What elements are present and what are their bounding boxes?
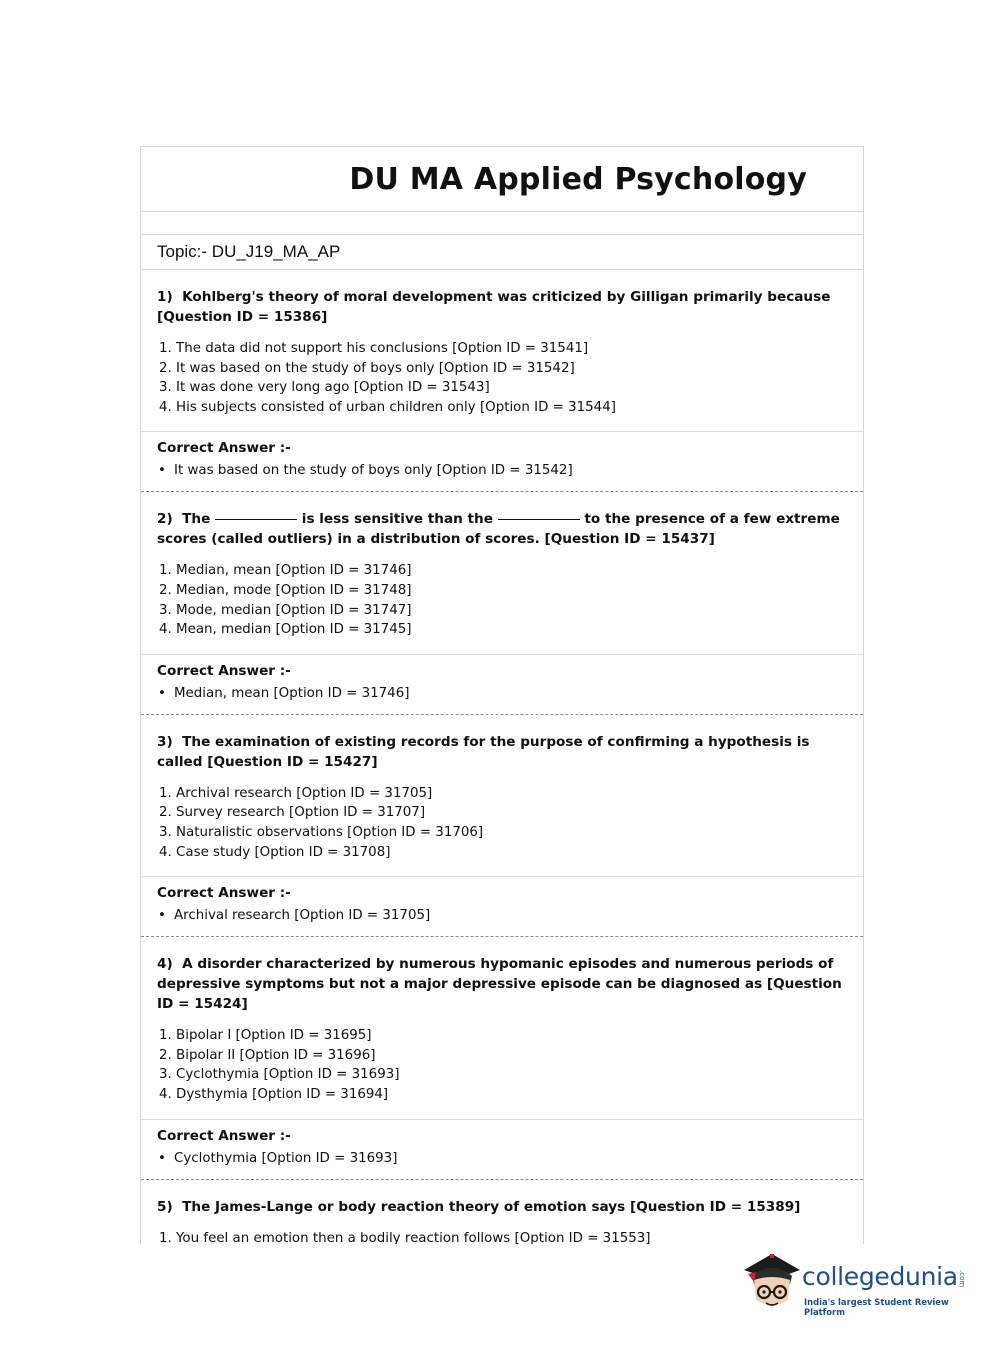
question-2 [141,492,863,653]
logo-tagline: India's largest Student Review Platform [804,1297,949,1317]
options-list [157,1217,847,1245]
option-item: 1. Archival research [Option ID = 31705] [159,785,433,801]
option-item: 1. Bipolar I [Option ID = 31695] [159,1028,372,1044]
answer-block-1 [141,431,863,492]
option-item: 2. Survey research [Option ID = 31707] [159,805,426,821]
question-1 [141,270,863,431]
mascot-icon [742,1250,802,1314]
options-list [157,327,847,431]
question-number: 3) [157,733,173,750]
option-item: 3. It was done very long ago [Option ID = 31543] [159,380,490,396]
answer-item [157,906,847,926]
question-text [157,715,847,772]
question-number: 2) [157,511,173,528]
question-body: The James-Lange or body reaction theory of emotion says [Question ID = 15389] [182,1198,801,1215]
options-list [157,772,847,876]
question-body: A disorder characterized by numerous hypomanic episodes and numerous periods of depressive symptoms but not a major depressive episode can be diagnosed as [Question ID = 15424] [157,956,842,1013]
question-number: 5) [157,1198,173,1215]
option-item: 4. Dysthymia [Option ID = 31694] [159,1086,389,1102]
option-item: 4. Case study [Option ID = 31708] [159,844,391,860]
question-4 [141,937,863,1118]
question-number: 4) [157,956,173,973]
answer-text: It was based on the study of boys only [Option ID = 31542] [174,463,573,479]
option-item: 1. The data did not support his conclusions [Option ID = 31541] [159,341,589,356]
topic-row [141,235,863,270]
option-item: 1. You feel an emotion then a bodily reaction follows [Option ID = 31553] [159,1230,651,1244]
logo-wordmark: collegedunia [802,1262,958,1291]
answer-text: Cyclothymia [Option ID = 31693] [174,1150,398,1166]
option-item: 3. Mode, median [Option ID = 31747] [159,602,412,618]
question-body-part-2: is less sensitive than the [301,511,493,528]
option-item: 4. His subjects consisted of urban children only [Option ID = 31544] [159,399,616,415]
title-row [141,147,863,212]
question-number: 1) [157,289,173,305]
answer-label: Correct Answer :- [157,1127,291,1144]
page-title: DU MA Applied Psychology [349,161,807,197]
answer-text: Archival research [Option ID = 31705] [174,908,431,924]
question-text [157,270,847,327]
options-list [157,549,847,653]
logo-suffix: .com [958,1270,966,1288]
answer-text: Median, mean [Option ID = 31746] [174,685,410,701]
question-body-part-3: to the presence of a few extreme scores (called outliers) in a distribution of scores. [Question ID = 15437] [157,511,840,548]
question-text [157,1180,847,1217]
question-3 [141,715,863,876]
answer-label: Correct Answer :- [157,662,291,679]
option-item: 3. Naturalistic observations [Option ID = 31706] [159,824,484,840]
option-item: 4. Mean, median [Option ID = 31745] [159,622,412,638]
title-spacer [141,212,863,235]
answer-item [157,1149,847,1169]
option-item: 3. Cyclothymia [Option ID = 31693] [159,1067,400,1083]
answer-block-4 [141,1119,863,1180]
option-item: 1. Median, mean [Option ID = 31746] [159,563,412,579]
bullet-icon: • [158,463,166,479]
question-body: The examination of existing records for the purpose of confirming a hypothesis is called [Question ID = 15427] [157,733,810,770]
bullet-icon: • [158,1150,166,1166]
answer-item [157,461,847,481]
question-text [157,492,847,549]
options-list [157,1014,847,1118]
blank-line [498,519,580,520]
bullet-icon: • [158,685,166,701]
answer-label: Correct Answer :- [157,885,291,902]
option-item: 2. It was based on the study of boys only [Option ID = 31542] [159,360,575,376]
answer-block-2 [141,654,863,715]
blank-line [215,519,297,520]
question-5 [141,1180,863,1245]
topic-label: Topic:- DU_J19_MA_AP [157,242,341,261]
answer-label: Correct Answer :- [157,440,291,457]
document-page [140,146,864,1244]
option-item: 2. Median, mode [Option ID = 31748] [159,582,412,598]
question-body: Kohlberg's theory of moral development was criticized by Gilligan primarily because [Question ID = 15386] [157,289,831,325]
question-text [157,937,847,1014]
option-item: 2. Bipolar II [Option ID = 31696] [159,1047,376,1063]
answer-block-3 [141,876,863,937]
bullet-icon: • [158,908,166,924]
answer-item [157,684,847,704]
collegedunia-logo[interactable] [742,1250,972,1322]
question-body-part-1: The [182,511,211,528]
